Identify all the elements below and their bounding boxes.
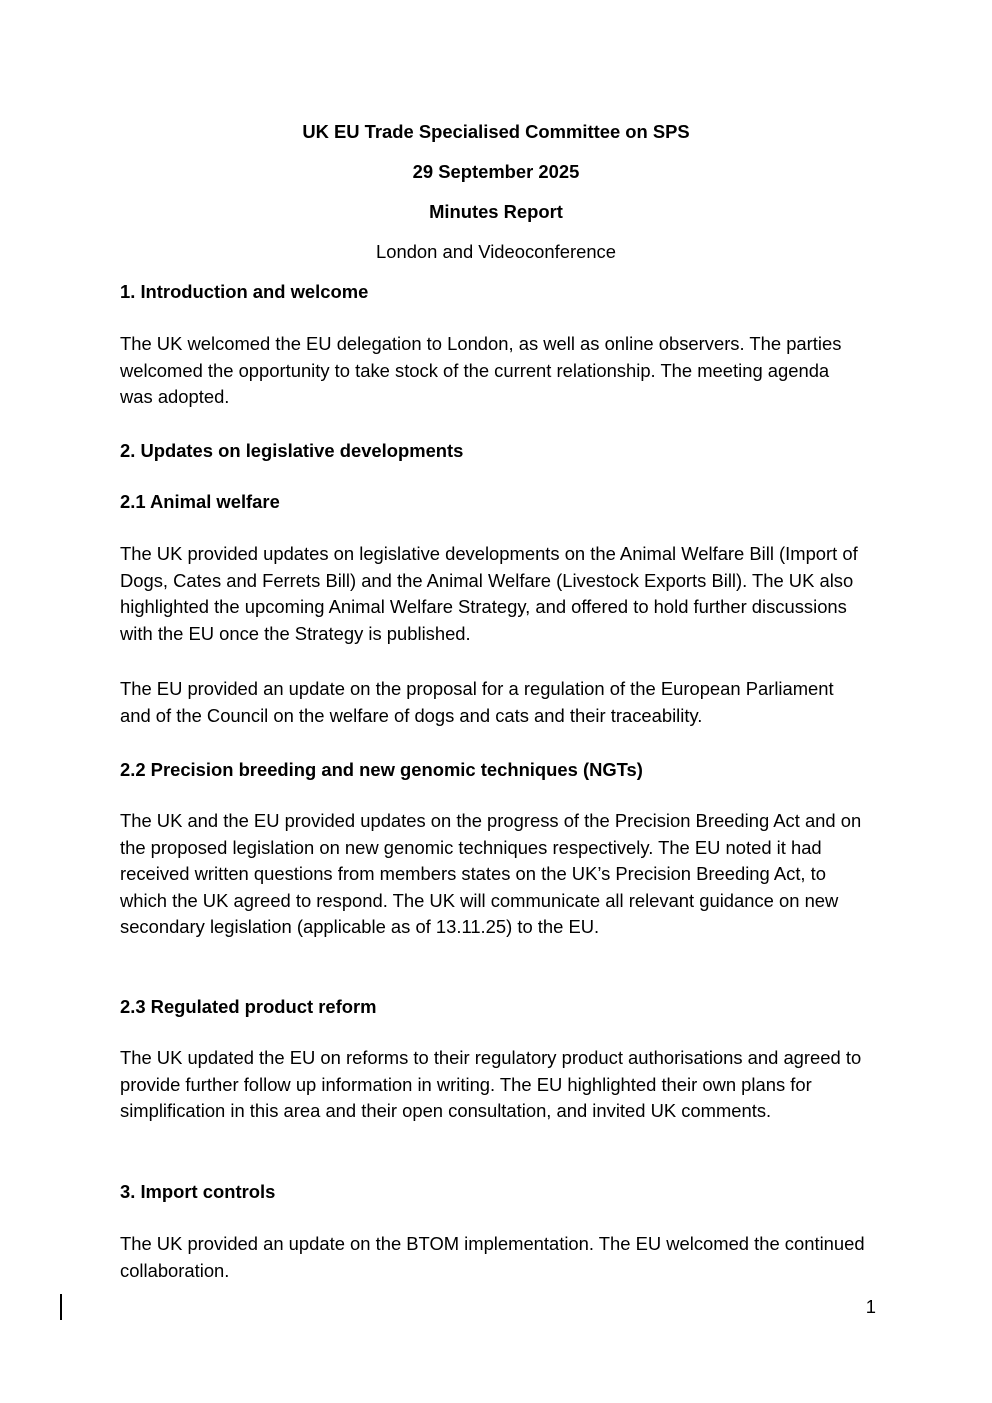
section-heading-import-controls: 3. Import controls [120,1181,276,1202]
paragraph-animal-welfare-uk: The UK provided updates on legislative developments on the Animal Welfare Bill (Import of Dogs, Cates and Ferrets Bill) and the Animal Welfare (Livestock Exports Bill). The UK also highlighted the upcoming Animal Welfare Strategy, and offered to hold further discussions with the EU once the Strategy is published. [120,543,858,644]
paragraph-import-controls: The UK provided an update on the BTOM implementation. The EU welcomed the continued collaboration. [120,1233,865,1281]
meeting-date: 29 September 2025 [412,161,580,182]
margin-change-bar [60,1294,62,1320]
section-heading-regulated-product-reform: 2.3 Regulated product reform [120,996,377,1017]
meeting-location: London and Videoconference [376,241,616,262]
document-title: UK EU Trade Specialised Committee on SPS [302,121,690,142]
paragraph-regulated-product-reform: The UK updated the EU on reforms to their regulatory product authorisations and agreed to provide further follow up information in writing. The EU highlighted their own plans for simplification in this area and their open consultation, and invited UK comments. [120,1047,862,1122]
paragraph-introduction: The UK welcomed the EU delegation to London, as well as online observers. The parties welcomed the opportunity to take stock of the current relationship. The meeting agenda was adopted. [120,333,842,408]
section-heading-introduction: 1. Introduction and welcome [120,281,369,302]
page-number: 1 [865,1296,876,1317]
section-heading-legislative-updates: 2. Updates on legislative developments [120,440,464,461]
section-heading-precision-breeding: 2.2 Precision breeding and new genomic techniques (NGTs) [120,759,643,780]
report-type: Minutes Report [429,201,563,222]
paragraph-precision-breeding: The UK and the EU provided updates on the progress of the Precision Breeding Act and on the proposed legislation on new genomic techniques respectively. The EU noted it had received written questions from members states on the UK’s Precision Breeding Act, to which the UK agreed to respond. The UK will communicate all relevant guidance on new secondary legislation (applicable as of 13.11.25) to the EU. [120,810,862,938]
paragraph-animal-welfare-eu: The EU provided an update on the proposal for a regulation of the European Parliament and of the Council on the welfare of dogs and cats and their traceability. [120,678,834,726]
section-heading-animal-welfare: 2.1 Animal welfare [120,491,280,512]
